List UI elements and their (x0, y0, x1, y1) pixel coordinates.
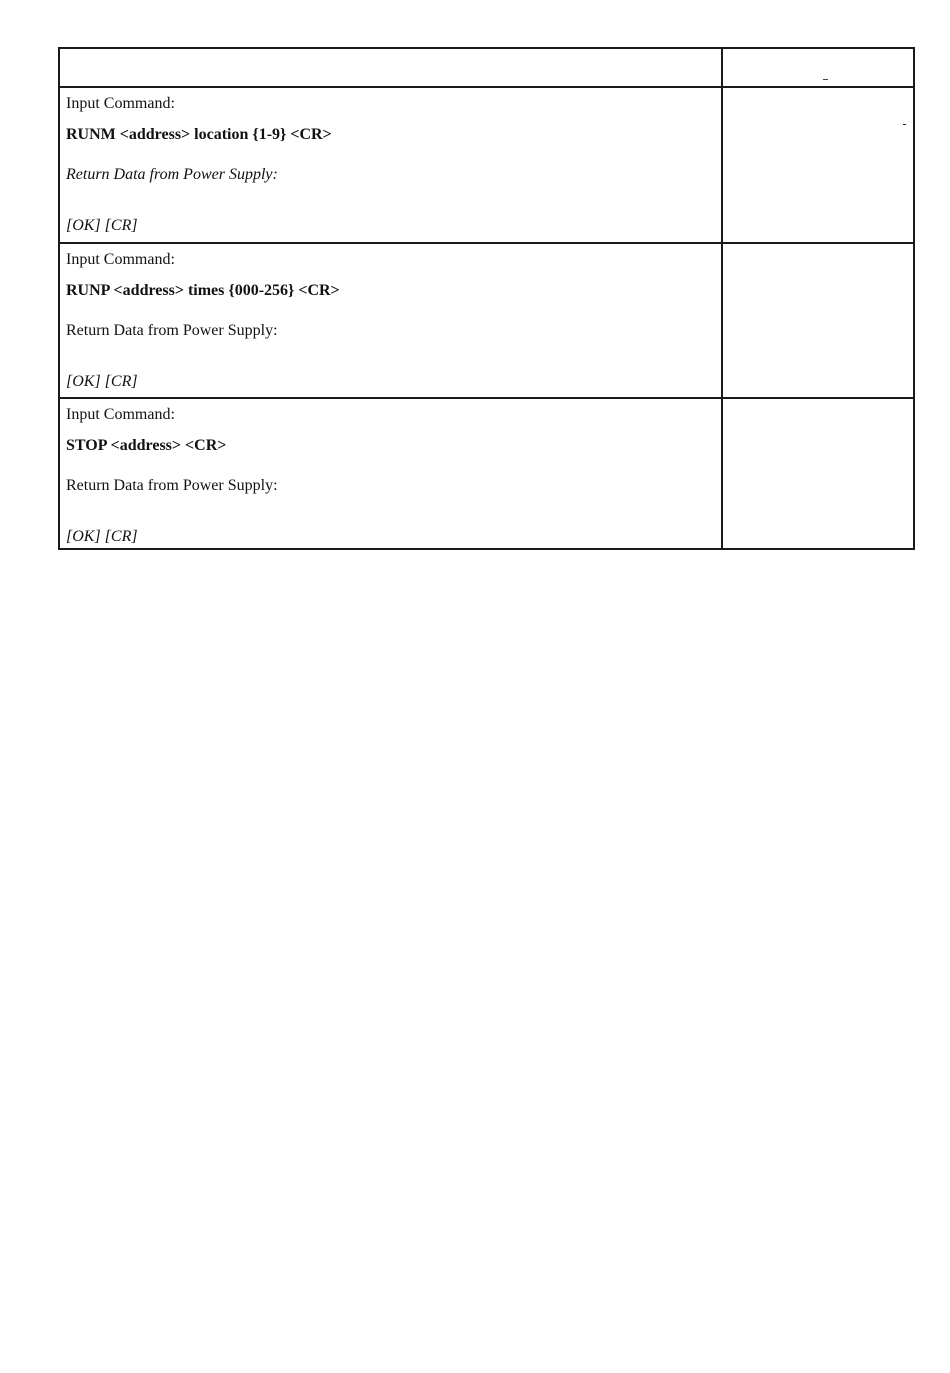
input-command-label: Input Command: (66, 406, 175, 423)
header-cell-right (723, 49, 913, 86)
command-syntax: STOP <address> <CR> (66, 437, 227, 454)
header-cell-left (60, 49, 721, 86)
header-mark (823, 79, 828, 80)
command-cell (60, 244, 721, 397)
command-table (58, 47, 915, 550)
return-data-label: Return Data from Power Supply: (66, 322, 278, 339)
table-row (60, 86, 913, 242)
table-header-row (60, 49, 913, 86)
return-data-value: [OK] [CR] (66, 528, 138, 545)
command-cell (60, 88, 721, 242)
table-row (60, 242, 913, 397)
description-cell (723, 399, 913, 550)
cell-mark (903, 124, 906, 125)
description-cell (723, 88, 913, 242)
return-data-value: [OK] [CR] (66, 217, 138, 234)
command-syntax: RUNP <address> times {000-256} <CR> (66, 282, 340, 299)
description-cell (723, 244, 913, 397)
return-data-label: Return Data from Power Supply: (66, 477, 278, 494)
input-command-label: Input Command: (66, 95, 175, 112)
command-syntax: RUNM <address> location {1-9} <CR> (66, 126, 332, 143)
return-data-label: Return Data from Power Supply: (66, 166, 278, 183)
input-command-label: Input Command: (66, 251, 175, 268)
table-row (60, 397, 913, 550)
command-cell (60, 399, 721, 550)
return-data-value: [OK] [CR] (66, 373, 138, 390)
